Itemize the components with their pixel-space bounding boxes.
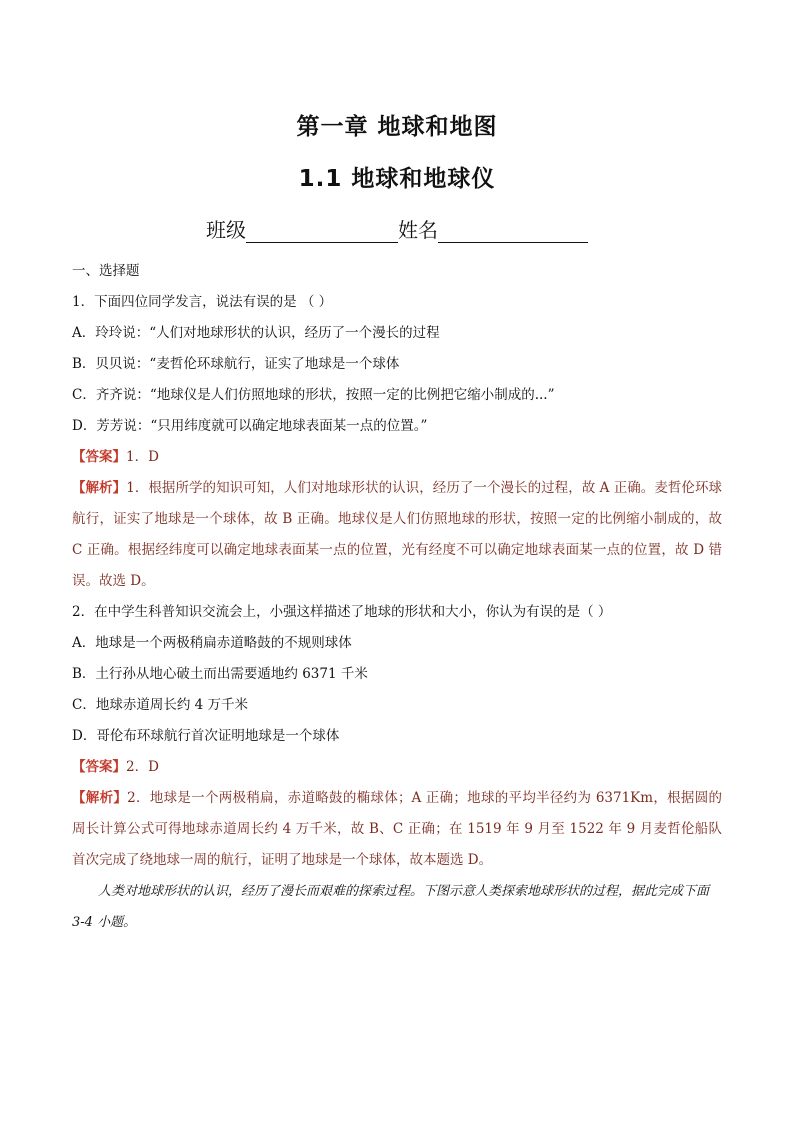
q2-analysis-text: 2．地球是一个两极稍扁，赤道略鼓的椭球体；A 正确；地球的平均半径约为 6371Km，根据圆的周长计算公式可得地球赤道周长约 4 万千米，故 B、C 正确；在 1519 年 9 月至 1522 年 9 月麦哲伦船队首次完成了绕地球一周的航行，证明了地球是一个球体，故本题选 D。 — [72, 790, 723, 868]
q1-analysis-text: 1．根据所学的知识可知，人们对地球形状的认识，经历了一个漫长的过程，故 A 正确。麦哲伦环球航行，证实了地球是一个球体，故 B 正确。地球仪是人们仿照地球的形状，按照一定的比例缩小制成的，故 C 正确。根据经纬度可以确定地球表面某一点的位置，光有经度不可以确定地球表面某一点的位置，故 D 错误。故选 D。 — [72, 480, 723, 589]
q1-stem: 1．下面四位同学发言，说法有误的是 （ ） — [72, 294, 333, 310]
q2-analysis — [72, 783, 722, 876]
class-blank[interactable] — [246, 220, 398, 243]
q2-answer-text: 2．D — [126, 759, 159, 775]
name-blank[interactable] — [438, 220, 588, 243]
reading-passage: 人类对地球形状的认识，经历了漫长而艰难的探索过程。下图示意人类探索地球形状的过程，据此完成下面 3-4 小题。 — [72, 884, 710, 930]
q1-option-a: A．玲玲说：“人们对地球形状的认识，经历了一个漫长的过程 — [72, 325, 440, 341]
q1-option-d: D．芳芳说：“只用纬度就可以确定地球表面某一点的位置。” — [72, 418, 428, 434]
q2-option-a: A．地球是一个两极稍扁赤道略鼓的不规则球体 — [72, 635, 352, 651]
q1-option-b: B．贝贝说：“麦哲伦环球航行，证实了地球是一个球体 — [72, 356, 400, 372]
chapter-title: 第一章 地球和地图 — [296, 114, 498, 140]
q2-option-d: D．哥伦布环球航行首次证明地球是一个球体 — [72, 728, 340, 744]
q1-answer-text: 1．D — [126, 449, 159, 465]
q1-answer-tag: 【答案】 — [72, 449, 126, 465]
q2-option-b: B．土行孙从地心破土而出需要遁地约 6371 千米 — [72, 666, 368, 682]
q2-option-c: C．地球赤道周长约 4 万千米 — [72, 697, 249, 713]
name-label: 姓名 — [398, 218, 438, 242]
section-title: 1.1 地球和地球仪 — [298, 166, 496, 192]
questions-body — [72, 256, 722, 938]
q1-answer — [72, 442, 722, 473]
q1-analysis-tag: 【解析】 — [72, 480, 127, 496]
class-label: 班级 — [206, 218, 246, 242]
q1-analysis — [72, 473, 722, 597]
q2-answer-tag: 【答案】 — [72, 759, 126, 775]
q1-option-c: C．齐齐说：“地球仪是人们仿照地球的形状，按照一定的比例把它缩小制成的...” — [72, 387, 555, 403]
q2-answer — [72, 752, 722, 783]
class-name-line — [0, 214, 794, 243]
part-title: 一、选择题 — [72, 263, 140, 279]
q2-analysis-tag: 【解析】 — [72, 790, 128, 806]
q2-stem: 2．在中学生科普知识交流会上，小强这样描述了地球的形状和大小，你认为有误的是（ ） — [72, 604, 612, 620]
